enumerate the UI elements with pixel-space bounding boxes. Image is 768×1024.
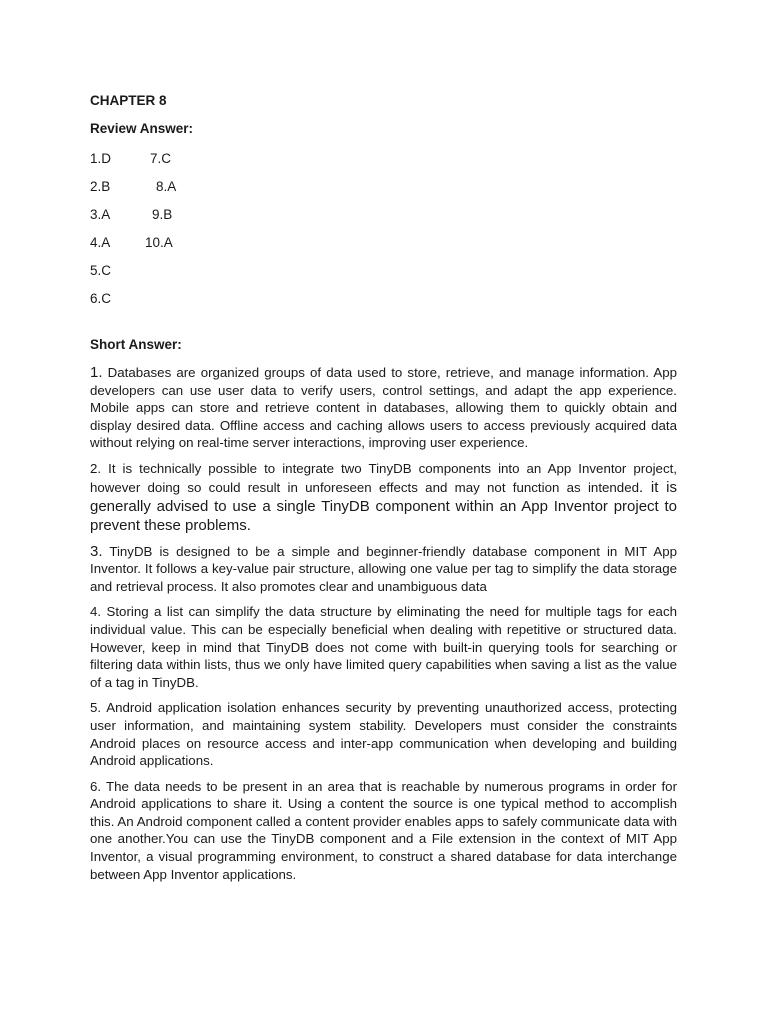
answer-number: 3. [90,542,103,560]
answer-right: 9.B [152,207,173,222]
answer-text: Storing a list can simplify the data structure by eliminating the need for multiple tags for each individual value. This can be especially beneficial when dealing with repetitive or structured data. However, keep in mind that TinyDB does not come with built-in querying tools for searching or filtering data within lists, thus we only have limited query capabilities when saving a list as the value of a tag in TinyDB. [90,604,677,690]
answer-left: 2.B [90,179,111,194]
answer-text-large: . it is generally advised to use a single TinyDB component within an App Inventor project to prevent these problems. [90,478,678,534]
short-answer-2 [90,460,677,535]
answer-row [90,178,677,206]
short-answer-6 [90,778,677,884]
short-answer-5 [90,699,677,769]
answer-number: 2. [90,460,102,476]
answer-left: 3.A [90,207,111,222]
short-answer-4 [90,603,677,691]
short-answer-heading: Short Answer: [90,337,182,352]
answer-text: TinyDB is designed to be a simple and beginner-friendly database component in MIT App Inventor. It follows a key-value pair structure, allowing one value per tag to simplify the data storage and retrieval process. It also promotes clear and unambiguous data [90,543,677,594]
answer-left: 1.D [90,151,112,166]
answer-left: 4.A [90,235,111,250]
answer-row [90,262,677,290]
answer-right: 8.A [156,179,177,194]
answer-text: Databases are organized groups of data used to store, retrieve, and manage information. App developers can use user data to verify users, control settings, and adapt the app experience. Mobile apps can store and retrieve content in databases, allowing them to quickly obtain and display desired data. Offline access and caching allows users to access previously acquired data without relying on real-time server interactions, improving user experience. [90,365,677,451]
answer-number: 5. [90,700,102,716]
short-answer-3 [90,543,677,596]
document-page [90,92,677,891]
chapter-title: CHAPTER 8 [90,93,167,108]
review-answers [90,150,677,318]
answer-left: 5.C [90,263,112,278]
review-heading: Review Answer: [90,121,194,136]
answer-number: 6. [90,778,102,794]
answer-row [90,206,677,234]
answer-right: 10.A [145,235,173,250]
answer-right: 7.C [150,151,172,166]
answer-number: 4. [90,604,102,620]
short-answer-1 [90,364,677,452]
answer-text: Android application isolation enhances security by preventing unauthorized access, protecting user information, and maintaining system stability. Developers must consider the constraints Android places on resource access and inter-app communication when developing and building Android applications. [90,700,677,769]
answer-row [90,150,677,178]
answer-row [90,290,677,318]
answer-text: It is technically possible to integrate two TinyDB components into an App Inventor project, however doing so could result in unforeseen effects and may not function as intended [90,460,677,495]
answer-left: 6.C [90,291,112,306]
answer-text: The data needs to be present in an area that is reachable by numerous programs in order for Android applications to share it. Using a content the source is one typical method to accomplish this. An Android component called a content provider enables apps to safely communicate data with one another.You can use the TinyDB component and a File extension in the context of MIT App Inventor, a visual programming environment, to construct a shared database for data interchange between App Inventor applications. [90,778,677,882]
answer-row [90,234,677,262]
answer-number: 1. [90,364,103,381]
